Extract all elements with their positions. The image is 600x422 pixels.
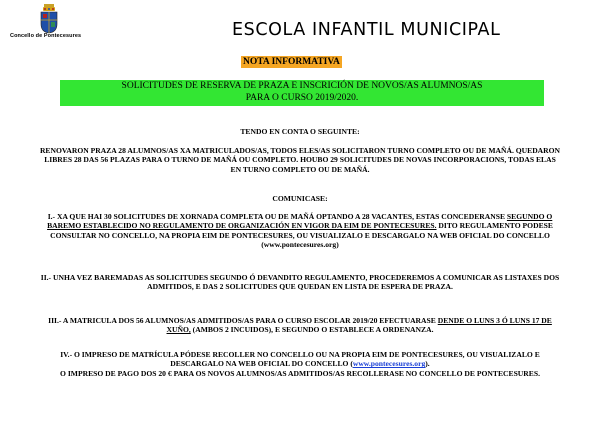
concello-crest-icon <box>38 4 60 34</box>
page-title: ESCOLA INFANTIL MUNICIPAL <box>232 20 501 40</box>
point-3-underlined: DENDE O LUNS 3 Ó LUNS 17 DE XUÑO, <box>166 316 552 335</box>
website-link[interactable]: www.pontecesures.org <box>352 359 426 369</box>
tendo-heading: TENDO EN CONTA O SEGUINTE: <box>240 127 360 136</box>
point-4-text-b: ). <box>425 359 430 369</box>
nota-informativa-badge: NOTA INFORMATIVA <box>243 57 340 67</box>
point-4-text-a: IV.- O IMPRESO DE MATRÍCULA PÓDESE RECOLLER NO CONCELLO OU NA PROPIA EIM DE PONTECESURES, OU VISUALIZALO E DESCARGALO NA WEB OFICIAL DO CONCELLO ( <box>60 350 540 369</box>
point-3-paragraph <box>38 316 562 335</box>
logo-caption: Concello de Pontecesures <box>10 33 82 39</box>
point-1-paragraph <box>38 212 562 250</box>
solicitudes-line-2: PARA O CURSO 2019/2020. <box>245 93 359 103</box>
point-3-text-a: III.- A MATRICULA DOS 56 ALUMNOS/AS ADMITIDOS/AS PARA O CURSO ESCOLAR 2019/20 EFECTUARASE <box>48 316 438 325</box>
point-1-text-a: I.- XA QUE HAI 30 SOLICITUDES DE XORNADA COMPLETA OU DE MAÑÁ OPTANDO A 28 VACANTES, ESTAS CONCEDERANSE <box>47 212 507 221</box>
renovaron-paragraph: RENOVARON PRAZA 28 ALUMNOS/AS XA MATRICULADOS/AS, TODOS ELES/AS SOLICITARON TURNO COMPLETO OU DE MAÑÁ. QUEDARON LIBRES 28 DAS 56 PLAZAS PARA O TURNO DE MAÑÁ OU COMPLETO. HOUBO 29 SOLICITUDES DE NOVAS INCORPORACIONS, TODAS ELAS EN TURNO COMPLETO OU DE MAÑÁ. <box>39 146 561 174</box>
point-1-underlined: SEGUNDO O BAREMO ESTABLECIDO NO REGULAMENTO DE ORGANIZACIÓN EN VIGOR DA EIM DE PONTECESURES. <box>47 212 553 231</box>
point-4-paragraph <box>38 350 562 378</box>
solicitudes-line-1: SOLICITUDES DE RESERVA DE PRAZA E INSCRICIÓN DE NOVOS/AS ALUMNOS/AS <box>121 81 483 91</box>
point-4-text-c: O IMPRESO DE PAGO DOS 20 € PARA OS NOVOS ALUMNOS/AS ADMITIDOS/AS RECOLLERASE NO CONCELLO DE PONTECESURES. <box>60 368 540 378</box>
comunicase-heading: COMUNICASE: <box>272 194 328 203</box>
point-2-paragraph: II.- UNHA VEZ BAREMADAS AS SOLICITUDES SEGUNDO Ó DEVANDITO REGULAMENTO, PROCEDEREMOS A COMUNICAR AS LISTAXES DOS ADMITIDOS, E DAS 2 SOLICITUDES QUE QUEDAN EN LISTA DE ESPERA DE PRAZA. <box>40 273 560 292</box>
point-1-text-b: DITO REGULAMENTO PODESE CONSULTAR NO CONCELLO, NA PROPIA EIM DE PONTECESURES, OU VISUALIZALO E DESCARGALO NA WEB OFICIAL DO CONCELLO (www.pontecesures.org) <box>50 221 553 250</box>
point-3-text-b: (AMBOS 2 INCUIDOS), E SEGUNDO O ESTABLECE A ORDENANZA. <box>190 325 434 335</box>
solicitudes-banner <box>60 80 544 106</box>
